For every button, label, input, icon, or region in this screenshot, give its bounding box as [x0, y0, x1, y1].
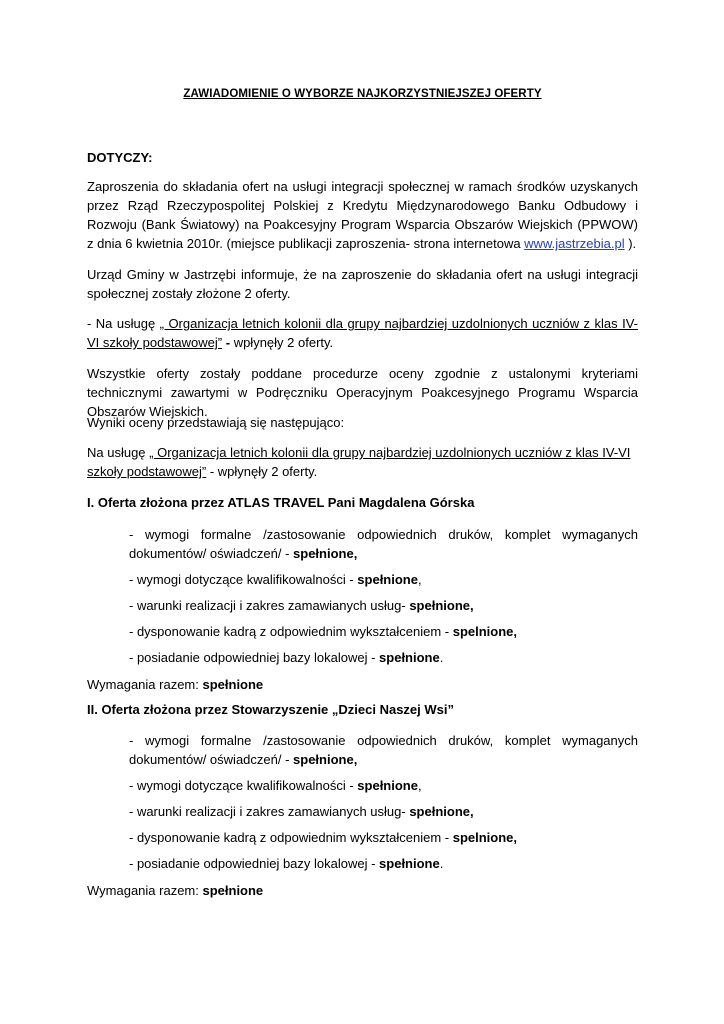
offer-2-criterion-3 [129, 802, 638, 821]
criterion-text: - dysponowanie kadrą z odpowiednim wykształceniem - [129, 830, 453, 845]
urzad-paragraph: Urząd Gminy w Jastrzębi informuje, że na zaproszenie do składania ofert na usługi integracji społecznej zostały złożone 2 oferty. [87, 267, 638, 301]
criterion-text: - posiadanie odpowiedniej bazy lokalowej - [129, 650, 380, 665]
criterion-tail: . [439, 650, 444, 665]
service-line-1-dash: - [222, 335, 231, 350]
website-link[interactable]: www.jastrzebia.pl [524, 236, 625, 251]
criterion-result: spełnione, [409, 804, 474, 819]
service-line-1-suffix: wpłynęły 2 oferty. [230, 335, 334, 350]
criterion-text: - wymogi formalne /zastosowanie odpowiednich druków, komplet wymaganych dokumentów/ oświadczeń/ - [129, 527, 638, 561]
criterion-result: spełnione, [293, 752, 358, 767]
criterion-text: - dysponowanie kadrą z odpowiednim wykształceniem - [129, 624, 453, 639]
criterion-tail: , [417, 778, 422, 793]
criterion-text: - posiadanie odpowiedniej bazy lokalowej - [129, 856, 380, 871]
criterion-result: spełnione [357, 778, 418, 793]
service-line-2-suffix: - wpłynęły 2 oferty. [206, 464, 318, 479]
summary-value: spełnione [202, 883, 264, 898]
criterion-text: - warunki realizacji i zakres zamawianych usług- [129, 598, 410, 613]
offer-2-criterion-2 [129, 776, 638, 795]
criterion-text: - wymogi dotyczące kwalifikowalności - [129, 572, 358, 587]
offer-2-criterion-5 [129, 854, 638, 873]
criterion-result: spełnione [379, 856, 440, 871]
offer-1-criterion-5 [129, 648, 638, 667]
offer-2-summary [87, 881, 638, 900]
summary-label: Wymagania razem: [87, 883, 203, 898]
intro-text: Zaproszenia do składania ofert na usługi integracji społecznej w ramach środków uzyskanych przez Rząd Rzeczypospolitej Polskiej z Kredytu Międzynarodowego Banku Odbudowy i Rozwoju (Bank Światowy) na Poakcesyjny Program Wsparcia Obszarów Wiejskich (PPWOW) z dnia 6 kwietnia 2010r. (miejsce publikacji zaproszenia- strona internetowa [87, 179, 638, 251]
offer-2-criterion-4 [129, 828, 638, 847]
service-line-1 [87, 314, 638, 352]
service-name-2: „ Organizacja letnich kolonii dla grupy najbardziej uzdolnionych uczniów z klas IV-VI szkoły podstawowej” [87, 445, 631, 479]
wyniki-paragraph: Wyniki oceny przedstawiają się następująco: [87, 415, 345, 430]
criterion-result: spełnione [357, 572, 418, 587]
summary-value: spełnione [202, 677, 264, 692]
criterion-tail: , [417, 572, 422, 587]
offer-1-criterion-3 [129, 596, 638, 615]
criterion-result: spelnione, [452, 624, 518, 639]
service-line-2 [87, 443, 638, 481]
service-line-2-prefix: Na usługę [87, 445, 150, 460]
criterion-result: spełnione, [293, 546, 358, 561]
dotyczy-label: DOTYCZY: [87, 150, 153, 165]
service-name-1: „ Organizacja letnich kolonii dla grupy najbardziej uzdolnionych uczniów z klas IV-VI szkoły podstawowej” [87, 316, 639, 350]
offer-2-criterion-1 [129, 731, 638, 769]
criterion-result: spelnione, [452, 830, 518, 845]
document-title: ZAWIADOMIENIE O WYBORZE NAJKORZYSTNIEJSZEJ OFERTY [183, 88, 542, 100]
offer-1-criterion-2 [129, 570, 638, 589]
wszystkie-paragraph: Wszystkie oferty zostały poddane procedurze oceny zgodnie z ustalonymi kryteriami technicznymi zawartymi w Podręczniku Operacyjnym Poakcesyjnego Programu Wsparcia Obszarów Wiejskich. [87, 366, 638, 419]
offer-1-criterion-4 [129, 622, 638, 641]
criterion-result: spełnione [379, 650, 440, 665]
intro-paragraph [87, 177, 638, 253]
criterion-text: - warunki realizacji i zakres zamawianych usług- [129, 804, 410, 819]
summary-label: Wymagania razem: [87, 677, 203, 692]
offer-1-summary [87, 675, 638, 694]
criterion-tail: . [439, 856, 444, 871]
offer-1-criterion-1 [129, 525, 638, 563]
criterion-result: spełnione, [409, 598, 474, 613]
criterion-text: - wymogi dotyczące kwalifikowalności - [129, 778, 358, 793]
service-line-1-prefix: - Na usługę [87, 316, 160, 331]
offer-1-heading: I. Oferta złożona przez ATLAS TRAVEL Pani Magdalena Górska [87, 495, 475, 510]
offer-2-heading: II. Oferta złożona przez Stowarzyszenie „Dzieci Naszej Wsi” [87, 702, 454, 717]
intro-text-end: ). [624, 236, 637, 251]
criterion-text: - wymogi formalne /zastosowanie odpowiednich druków, komplet wymaganych dokumentów/ oświadczeń/ - [129, 733, 638, 767]
